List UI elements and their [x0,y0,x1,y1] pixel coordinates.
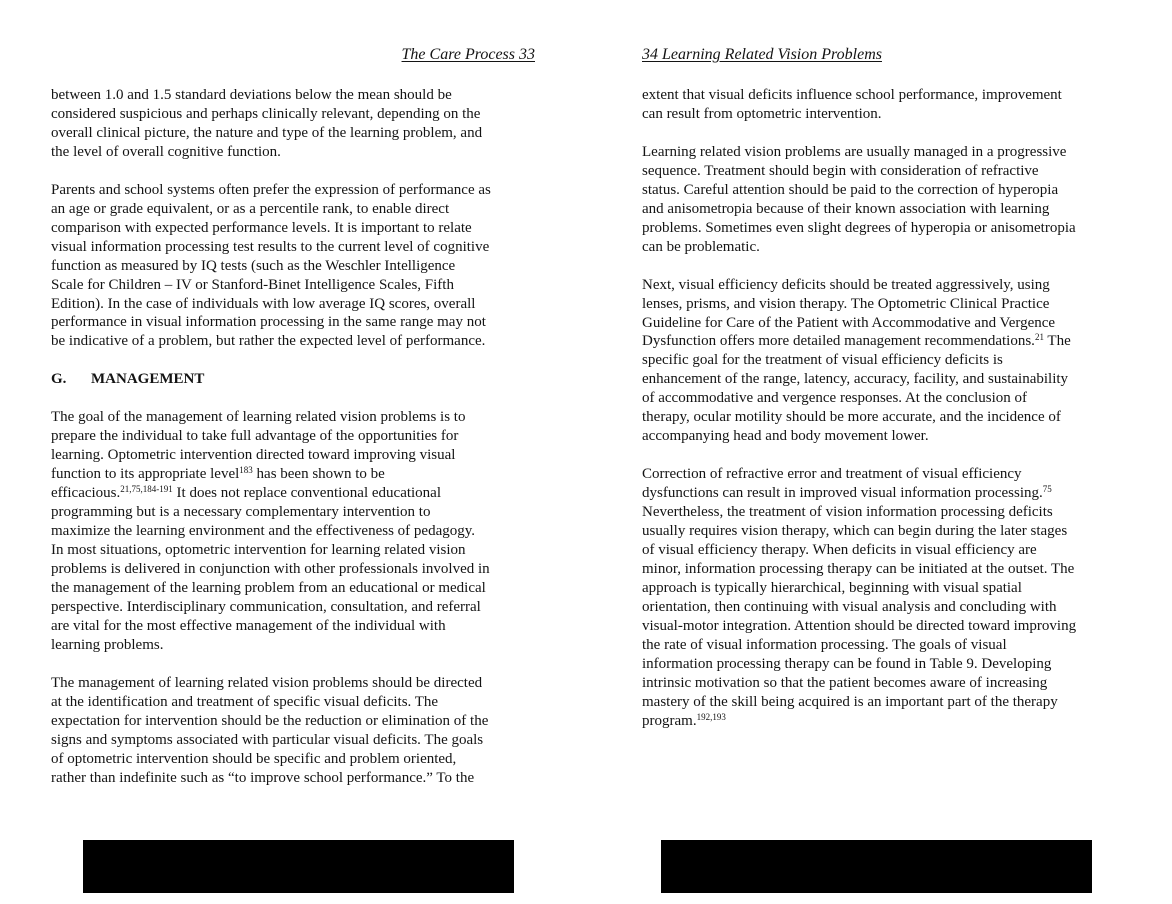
paragraph [642,143,1127,257]
text-line: learning. Optometric intervention directed toward improving visual [51,447,456,464]
text-line: Scale for Children – IV or Stanford-Binet Intelligence Scales, Fifth [51,276,454,293]
citation-superscript: 21 [1034,332,1044,343]
text-line: overall clinical picture, the nature and type of the learning problem, and [51,124,483,141]
text-line: accompanying head and body movement lower. [642,428,929,445]
text-line: between 1.0 and 1.5 standard deviations below the mean should be [51,87,452,103]
left-running-head: The Care Process 33 [401,46,535,63]
text-line: The management of learning related vision problems should be directed [51,674,483,691]
text-line: considered suspicious and perhaps clinically relevant, depending on the [51,105,481,122]
text-line: at the identification and treatment of specific visual deficits. The [51,693,439,710]
text-run: The [1043,333,1071,350]
paragraph [642,465,1127,730]
text-run: Dysfunction offers more detailed management recommendations. [642,333,1035,350]
text-line: programming but is a necessary complementary intervention to [51,504,431,521]
text-run: dysfunctions can result in improved visual information processing. [642,485,1043,502]
text-line: rather than indefinite such as “to improve school performance.” To the [51,769,475,786]
text-line [51,465,536,484]
text-line: can be problematic. [642,238,760,255]
text-line: the level of overall cognitive function. [51,143,281,160]
redaction-block [661,840,1092,893]
text-line: minor, information processing therapy can be initiated at the outset. The [642,560,1075,577]
paragraph [642,276,1127,447]
text-line: Learning related vision problems are usually managed in a progressive [642,143,1067,160]
text-line [642,484,1127,503]
section-title: MANAGEMENT [91,371,205,388]
text-line: Correction of refractive error and treatment of visual efficiency [642,466,1022,483]
citation-superscript: 192,193 [696,711,726,722]
text-line: the rate of visual information processing. The goals of visual [642,636,1007,653]
right-running-head: 34 Learning Related Vision Problems [642,46,882,63]
text-line: Next, visual efficiency deficits should be treated aggressively, using [642,276,1050,293]
text-line: intrinsic motivation so that the patient becomes aware of increasing [642,674,1048,691]
section-number: G. [51,371,67,388]
text-line: Parents and school systems often prefer the expression of performance as [51,181,491,198]
text-line: problems is delivered in conjunction with other professionals involved in [51,560,490,577]
text-line: of visual efficiency therapy. When deficits in visual efficiency are [642,542,1037,559]
citation-superscript: 21,75,184-191 [120,484,173,495]
text-line: can result from optometric intervention. [642,105,882,122]
text-line: Nevertheless, the treatment of vision information processing deficits [642,504,1053,521]
text-line: of optometric intervention should be specific and problem oriented, [51,750,457,767]
text-line: sequence. Treatment should begin with consideration of refractive [642,162,1039,179]
text-line: status. Careful attention should be paid to the correction of hyperopia [642,181,1059,198]
section-heading [51,370,536,389]
text-line: prepare the individual to take full advantage of the opportunities for [51,428,459,445]
text-line: The goal of the management of learning related vision problems is to [51,409,466,426]
text-line: an age or grade equivalent, or as a percentile rank, to enable direct [51,200,450,217]
text-line [51,484,536,503]
paragraph [51,181,536,352]
left-page-body [51,86,536,806]
text-line: orientation, then continuing with visual analysis and concluding with [642,598,1057,615]
text-line: the management of the learning problem from an educational or medical [51,579,486,596]
paragraph [51,408,536,654]
right-page [586,0,1172,904]
text-line: perspective. Interdisciplinary communication, consultation, and referral [51,598,481,615]
redaction-block [83,840,514,893]
text-line: approach is typically hierarchical, beginning with visual spatial [642,579,1022,596]
text-line: therapy, ocular motility should be more accurate, and the incidence of [642,409,1061,426]
text-line: visual information processing test results to the current level of cognitive [51,238,490,255]
text-run: efficacious. [51,485,121,502]
text-line: extent that visual deficits influence school performance, improvement [642,87,1062,103]
paragraph [642,86,1127,124]
text-line: are vital for the most effective management of the individual with [51,617,446,634]
text-line: usually requires vision therapy, which can begin during the later stages [642,523,1068,540]
text-line: Edition). In the case of individuals with low average IQ scores, overall [51,295,476,312]
text-line: of accommodative and vergence responses. At the conclusion of [642,390,1028,407]
text-line: Guideline for Care of the Patient with Accommodative and Vergence [642,314,1056,331]
paragraph [51,86,536,162]
paragraph [51,674,536,788]
citation-superscript: 75 [1042,484,1052,495]
text-line: mastery of the skill being acquired is an important part of the therapy [642,693,1058,710]
text-line: specific goal for the treatment of visual efficiency deficits is [642,352,1003,369]
text-line: signs and symptoms associated with particular visual deficits. The goals [51,731,484,748]
text-line: enhancement of the range, latency, accuracy, facility, and sustainability [642,371,1069,388]
text-run: program. [642,712,697,729]
text-run: It does not replace conventional educational [172,485,442,502]
text-line: learning problems. [51,636,164,653]
text-run: has been shown to be [252,466,385,483]
text-line: and anisometropia because of their known association with learning [642,200,1050,217]
text-line: function as measured by IQ tests (such as the Weschler Intelligence [51,257,456,274]
text-line: information processing therapy can be found in Table 9. Developing [642,655,1052,672]
right-page-body [642,86,1127,750]
citation-superscript: 183 [239,465,253,476]
text-line: maximize the learning environment and the effectiveness of pedagogy. [51,523,476,540]
text-line: expectation for intervention should be the reduction or elimination of the [51,712,489,729]
text-line: problems. Sometimes even slight degrees of hyperopia or anisometropia [642,219,1076,236]
text-line [642,332,1127,351]
text-run: function to its appropriate level [51,466,240,483]
text-line [642,712,1127,731]
text-line: visual-motor integration. Attention should be directed toward improving [642,617,1077,634]
text-line: performance in visual information processing in the same range may not [51,314,486,331]
text-line: be indicative of a problem, but rather the expected level of performance. [51,333,486,350]
text-line: lenses, prisms, and vision therapy. The Optometric Clinical Practice [642,295,1050,312]
text-line: comparison with expected performance levels. It is important to relate [51,219,472,236]
text-line: In most situations, optometric intervention for learning related vision [51,542,466,559]
